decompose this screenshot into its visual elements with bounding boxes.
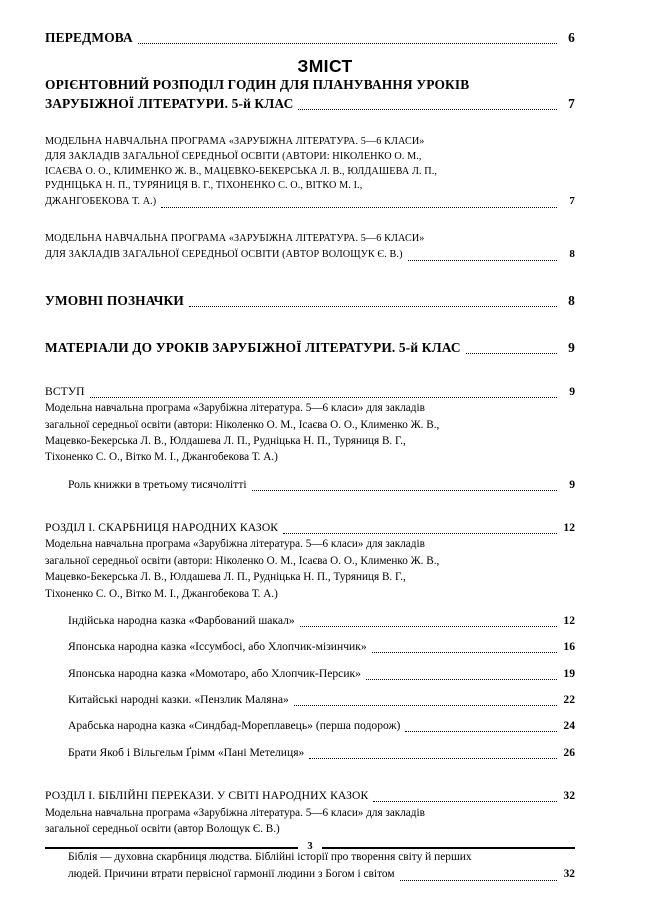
toc-entry-tale-0[interactable] [68,612,575,629]
intro-note-line2: загальної середньої освіти (автори: Ніколенко О. М., Ісаєва О. О., Клименко Ж. В., [45,418,440,431]
dot-leader [372,644,557,656]
toc-entry-tale-3[interactable] [68,691,575,708]
toc-label-hours-plan-line2: ЗАРУБІЖНОЇ ЛІТЕРАТУРИ. 5-й КЛАС [45,96,294,112]
page-footer [45,843,575,854]
toc-entry-bible[interactable] [68,849,575,883]
toc-note-intro [45,400,575,465]
toc-page-chapter1: 12 [563,521,575,535]
toc-entry-book-role[interactable] [68,476,575,493]
dot-leader [298,100,557,113]
toc-page-tale-2: 19 [563,666,575,680]
toc-entry-tale-5[interactable] [68,744,575,761]
toc-page-chapter2: 32 [563,789,575,803]
toc-entry-program-a[interactable] [45,135,575,210]
toc-label-preface: ПЕРЕДМОВА [45,30,133,45]
footer-rule-left [45,847,298,849]
program-b-line2: ДЛЯ ЗАКЛАДІВ ЗАГАЛЬНОЇ СЕРЕДНЬОЇ ОСВІТИ (АВТОР ВОЛОЩУК Є. В.) [45,249,403,261]
program-b-line1: МОДЕЛЬНА НАВЧАЛЬНА ПРОГРАМА «ЗАРУБІЖНА ЛІТЕРАТУРА. 5—6 КЛАСИ» [45,233,425,245]
dot-leader [466,344,557,357]
toc-entry-hours-plan[interactable] [45,75,575,113]
dot-leader [373,793,557,805]
toc-label-bible-line2: людей. Причини втрати первісної гармонії людини з Богом і світом [68,868,395,881]
toc-page-hours-plan: 7 [568,96,575,112]
dot-leader [405,723,557,735]
toc-entry-tale-4[interactable] [68,717,575,734]
toc-label-chapter1: РОЗДІЛ І. СКАРБНИЦЯ НАРОДНИХ КАЗОК [45,521,279,535]
toc-entry-tale-2[interactable] [68,665,575,682]
toc-body [45,0,575,884]
program-a-line4: РУДНІЦЬКА Н. П., ТУРЯНИЦЯ В. Г., ТІХОНЕНКО С. О., ВІТКО М. І., [45,180,363,192]
program-a-line5: ДЖАНГОБЕКОВА Т. А.) [45,196,157,208]
toc-page-tale-1: 16 [563,640,575,654]
toc-label-tale-4: Арабська народна казка «Синдбад-Мореплавець» (перша подорож) [68,719,401,733]
toc-page-program-b: 8 [569,247,575,260]
footer-rule-right [322,847,575,849]
toc-page-program-a: 7 [569,195,575,208]
intro-note-line3: Мацевко-Бекерська Л. В., Юлдашева Л. П., Рудніцька Н. П., Туряниця В. Г., [45,435,406,448]
toc-label-chapter2: РОЗДІЛ І. БІБЛІЙНІ ПЕРЕКАЗИ. У СВІТІ НАРОДНИХ КАЗОК [45,789,369,803]
dot-leader [408,253,557,263]
toc-label-tale-2: Японська народна казка «Момотаро, або Хлопчик-Персик» [68,666,361,680]
toc-page-tale-4: 24 [563,719,575,733]
dot-leader [138,34,557,47]
dot-leader [161,200,557,210]
toc-page-symbols: 8 [568,292,575,308]
program-a-line3: ІСАЄВА О. О., КЛИМЕНКО Ж. В., МАЦЕВКО-БЕКЕРСЬКА Л. В., ЮЛДАШЕВА Л. П., [45,165,438,177]
toc-label-book-role: Роль книжки в третьому тисячолітті [68,477,247,491]
intro-note-line4: Тіхоненко С. О., Вітко М. І., Джангобекова Т. А.) [45,451,278,464]
chapter2-note-line1: Модельна навчальна програма «Зарубіжна література. 5—6 класи» для закладів [45,806,425,819]
chapter1-note-line2: загальної середньої освіти (автори: Ніколенко О. М., Ісаєва О. О., Клименко Ж. В., [45,554,440,567]
dot-leader [309,750,557,762]
dot-leader [283,525,557,537]
dot-leader [300,618,557,630]
toc-entry-symbols[interactable] [45,291,575,310]
toc-page-bible: 32 [563,868,575,881]
toc-label-tale-0: Індійська народна казка «Фарбований шакал» [68,613,295,627]
chapter1-note-line3: Мацевко-Бекерська Л. В., Юлдашева Л. П., Рудніцька Н. П., Туряниця В. Г., [45,571,406,584]
program-a-line2: ДЛЯ ЗАКЛАДІВ ЗАГАЛЬНОЇ СЕРЕДНЬОЇ ОСВІТИ (АВТОРИ: НІКОЛЕНКО О. М., [45,150,422,162]
toc-section-intro[interactable] [45,383,575,466]
toc-label-intro: ВСТУП [45,384,85,398]
toc-entry-materials[interactable] [45,338,575,357]
toc-label-hours-plan-line1: ОРІЄНТОВНИЙ РОЗПОДІЛ ГОДИН ДЛЯ ПЛАНУВАННЯ УРОКІВ [45,77,470,93]
program-a-line1: МОДЕЛЬНА НАВЧАЛЬНА ПРОГРАМА «ЗАРУБІЖНА ЛІТЕРАТУРА. 5—6 КЛАСИ» [45,136,425,148]
chapter1-note-line4: Тіхоненко С. О., Вітко М. І., Джангобекова Т. А.) [45,587,278,600]
toc-page-tale-0: 12 [563,613,575,627]
toc-label-tale-5: Брати Якоб і Вільгельм Ґрімм «Пані Метелиця» [68,745,305,759]
chapter2-note-line2: загальної середньої освіти (автор Волощук Є. В.) [45,822,280,835]
toc-label-materials: МАТЕРІАЛИ ДО УРОКІВ ЗАРУБІЖНОЇ ЛІТЕРАТУРИ. 5-й КЛАС [45,339,461,355]
page-title: ЗМІСТ [297,56,353,76]
dot-leader [366,670,557,682]
dot-leader [294,697,557,709]
dot-leader [252,482,557,494]
dot-leader [400,872,557,883]
toc-label-tale-1: Японська народна казка «Іссумбосі, або Хлопчик-мізинчик» [68,640,367,654]
toc-note-chapter2 [45,805,575,838]
toc-section-chapter2[interactable] [45,787,575,837]
dot-leader [189,297,557,310]
intro-note-line1: Модельна навчальна програма «Зарубіжна література. 5—6 класи» для закладів [45,402,425,415]
toc-page-preface: 6 [568,30,575,45]
toc-entry-program-b[interactable] [45,232,575,263]
toc-page-materials: 9 [568,339,575,355]
toc-page-tale-3: 22 [563,693,575,707]
dot-leader [90,389,557,401]
toc-page-intro: 9 [569,384,575,398]
toc-label-bible-line1: Біблія — духовна скарбниця людства. Біблійні історії про творення світу й перших [68,851,472,864]
page-number: 3 [307,841,313,852]
toc-page-tale-5: 26 [563,745,575,759]
toc-page-book-role: 9 [569,477,575,491]
chapter1-note-line1: Модельна навчальна програма «Зарубіжна література. 5—6 класи» для закладів [45,538,425,551]
toc-label-tale-3: Китайські народні казки. «Пензлик Маляна» [68,693,289,707]
toc-section-chapter1[interactable] [45,519,575,602]
toc-label-symbols: УМОВНІ ПОЗНАЧКИ [45,292,184,308]
toc-entry-tale-1[interactable] [68,638,575,655]
toc-entry-preface[interactable] [45,28,575,47]
toc-note-chapter1 [45,536,575,601]
